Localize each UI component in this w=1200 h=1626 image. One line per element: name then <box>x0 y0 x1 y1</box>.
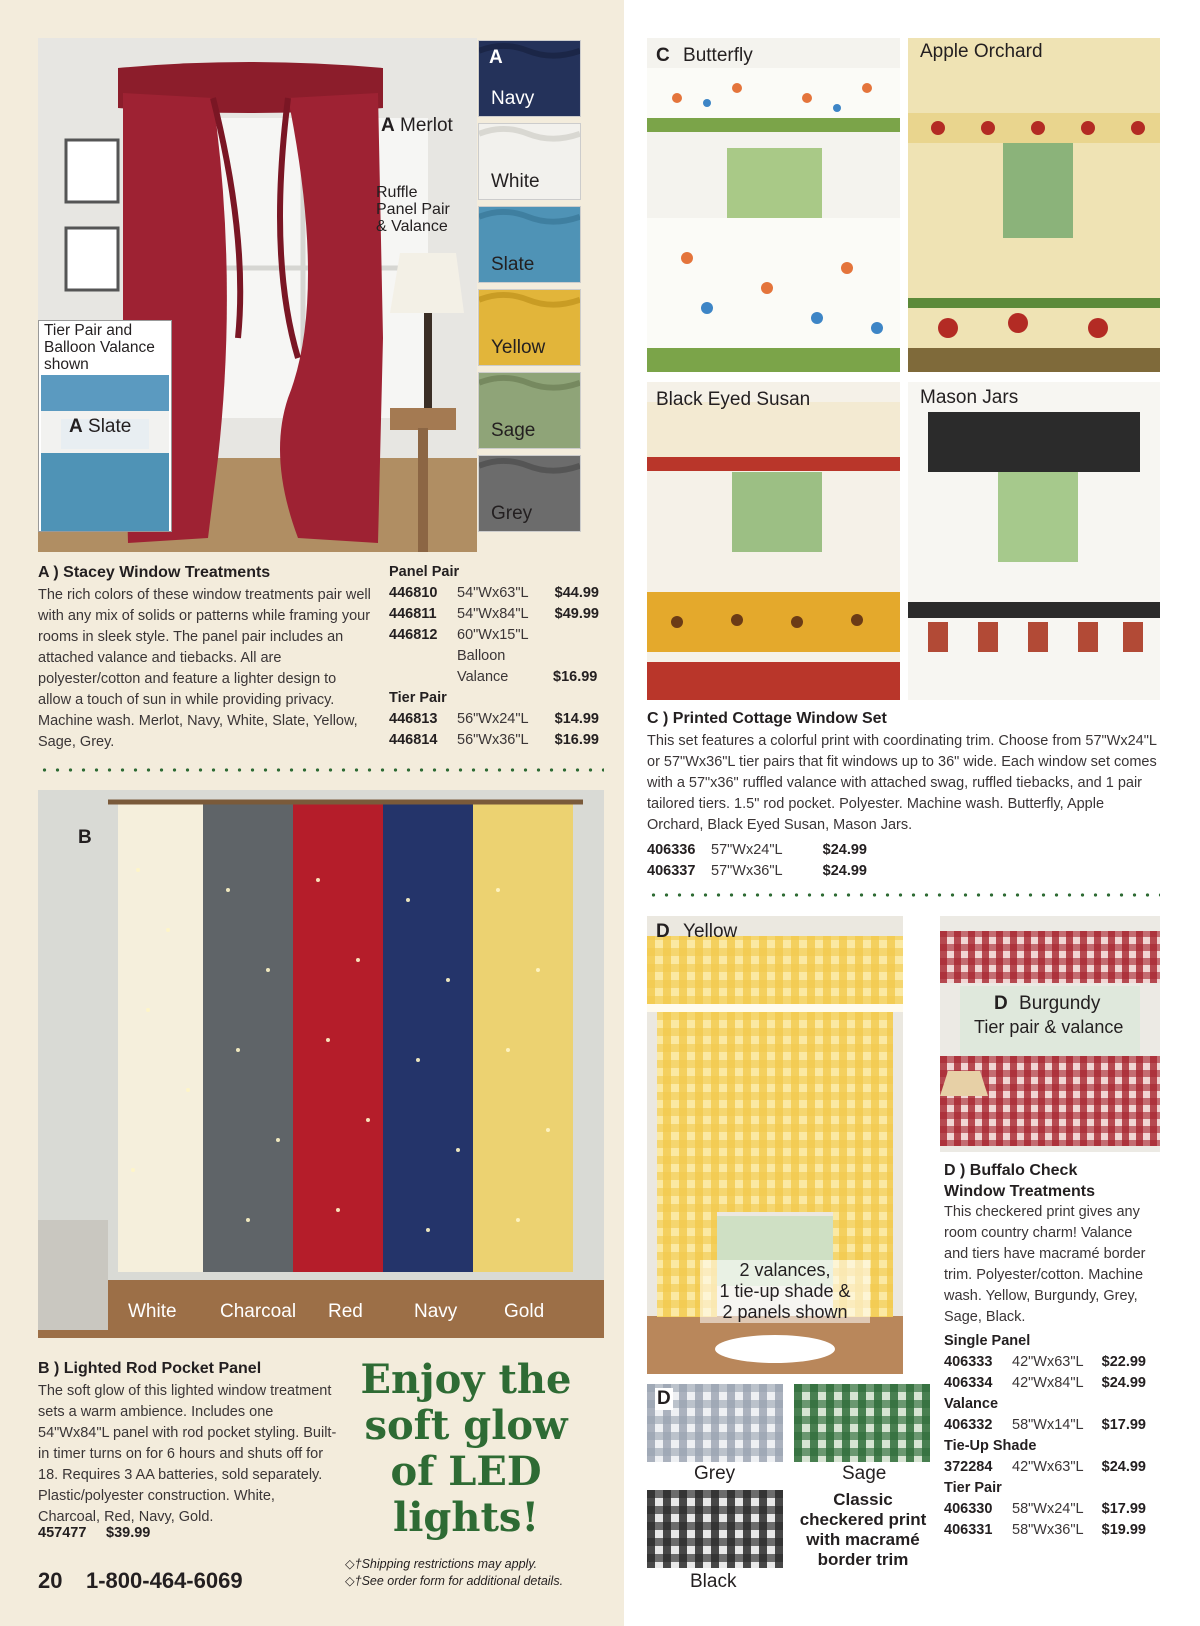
price: $24.99 <box>822 842 867 858</box>
table-row <box>389 604 599 625</box>
product-d-swatch-letter: D <box>657 1388 671 1409</box>
apple-orchard-curtain-image <box>908 38 1160 372</box>
sku: 406337 <box>647 863 696 879</box>
size: 54"Wx84"L <box>457 606 529 622</box>
swatch-label-sage: Sage <box>842 1463 887 1484</box>
product-a-swatch-slate <box>478 206 581 283</box>
product-c-description: This set features a colorful print with coordinating trim. Choose from 57"Wx24"L or 57"Wx36"L tier pairs that fit windows up to 36" wide. Each window set comes with a 57"x36" ruffled valance with attached swag, ruffled tiebacks, and 1 pair tailored tiers. 1.5" rod pocket. Polyester. Machine wash. Butterfly, Apple Orchard, Black Eyed Susan, Mason Jars. <box>647 733 1157 833</box>
product-d-description: This checkered print gives any room country charm! Valance and tiers have macramé border trim. Polyester/cotton. Machine wash. Yellow, Burgundy, Grey, Sage, Black. <box>944 1204 1146 1325</box>
led-callout: Enjoy the soft glow of LED lights! <box>360 1356 572 1541</box>
black-eyed-susan-curtain-image <box>647 382 900 700</box>
size: 60"Wx15"L Balloon Valance <box>457 627 529 685</box>
sku: 372284 <box>944 1459 993 1475</box>
product-b-color-navy: Navy <box>414 1301 458 1322</box>
product-d-main-color: Yellow <box>683 921 738 942</box>
swatch-label-yellow: Yellow <box>491 337 546 358</box>
price: $24.99 <box>822 863 867 879</box>
size: 58"Wx24"L <box>1012 1501 1084 1517</box>
swatch-label-grey: Grey <box>491 503 533 524</box>
product-d-swatch-sage <box>794 1384 930 1462</box>
product-d-side-note: Tier pair & valance <box>974 1017 1124 1037</box>
price: $17.99 <box>1101 1501 1146 1517</box>
product-c-caption-text: Butterfly <box>683 45 753 66</box>
table-row <box>944 1373 1146 1394</box>
product-a-inset-caption: Tier Pair and Balloon Valance shown <box>44 322 155 373</box>
size: 58"Wx14"L <box>1012 1417 1084 1433</box>
table-row <box>647 861 867 882</box>
product-b-price-row <box>38 1525 150 1541</box>
product-b-letter: B <box>78 827 92 848</box>
size: 58"Wx36"L <box>1012 1522 1084 1538</box>
product-a-swatch-sage <box>478 372 581 449</box>
sku: 406332 <box>944 1417 993 1433</box>
product-a-inset-color-name: Slate <box>88 416 132 437</box>
product-b-color-red: Red <box>328 1301 363 1322</box>
product-a-swatch-yellow <box>478 289 581 366</box>
product-a-inset <box>38 320 172 532</box>
lighted-panels-image <box>38 790 604 1338</box>
product-b-color-charcoal: Charcoal <box>220 1301 297 1322</box>
product-d-title: D ) Buffalo Check Window Treatments <box>944 1162 1095 1200</box>
sku: 446811 <box>389 606 437 622</box>
product-a-title: A ) Stacey Window Treatments <box>38 564 271 581</box>
product-d-group-name: Tier Pair <box>944 1480 1002 1496</box>
size: 57"Wx24"L <box>711 842 783 858</box>
product-a-price-table <box>389 562 599 751</box>
product-a-inset-letter: A <box>69 416 83 437</box>
sku: 406330 <box>944 1501 993 1517</box>
product-a-group-name: Panel Pair <box>389 564 460 580</box>
page-number: 20 <box>38 1568 63 1593</box>
swatch-label-grey: Grey <box>694 1463 736 1484</box>
price: $16.99 <box>553 669 598 685</box>
price: $16.99 <box>554 732 599 748</box>
product-a-letter: A <box>381 115 395 136</box>
size: 56"Wx36"L <box>457 732 529 748</box>
size: 42"Wx63"L <box>1012 1459 1084 1475</box>
sku: 406334 <box>944 1375 993 1391</box>
product-c-caption-butterfly <box>656 46 753 67</box>
product-b-color-white: White <box>128 1301 177 1322</box>
table-row <box>944 1352 1146 1373</box>
size: 42"Wx63"L <box>1012 1354 1084 1370</box>
price: $19.99 <box>1101 1522 1146 1538</box>
size: 56"Wx24"L <box>457 711 529 727</box>
product-c-photo-butterfly <box>647 38 900 372</box>
product-d-swatch-callout: Classic checkered print with macramé border trim <box>799 1490 927 1569</box>
sku: 457477 <box>38 1525 87 1541</box>
product-a-swatch-letter: A <box>489 47 503 68</box>
sku: 406336 <box>647 842 696 858</box>
product-d-swatch-black <box>647 1490 783 1568</box>
product-a-inset-color <box>69 417 131 438</box>
product-b-color-gold: Gold <box>504 1301 545 1322</box>
table-row <box>389 583 599 604</box>
mason-jars-curtain-image <box>908 382 1160 700</box>
table-row <box>944 1415 1146 1436</box>
size: 54"Wx63"L <box>457 585 529 601</box>
sku: 406333 <box>944 1354 993 1370</box>
product-c-caption-apple-orchard: Apple Orchard <box>920 41 1043 62</box>
sku: 446814 <box>389 732 438 748</box>
product-c-photo-apple-orchard <box>908 38 1160 372</box>
product-a-swatch-navy <box>478 40 581 117</box>
price: $24.99 <box>1101 1459 1146 1475</box>
sku: 446810 <box>389 585 438 601</box>
product-a-color-name: Merlot <box>400 115 453 136</box>
sage-check-fabric-image <box>794 1384 930 1462</box>
footnote-order-form: ◇†See order form for additional details. <box>345 1574 564 1588</box>
price: $44.99 <box>554 585 599 601</box>
product-c-title: C ) Printed Cottage Window Set <box>647 710 887 727</box>
product-b-title: B ) Lighted Rod Pocket Panel <box>38 1360 262 1377</box>
product-d-main-note: 2 valances, 1 tie-up shade & 2 panels shown <box>700 1260 870 1323</box>
product-d-side-caption <box>994 994 1100 1015</box>
product-b-description: The soft glow of this lighted window treatment sets a warm ambience. Includes one 54"Wx84"L panel with rod pocket styling. Built-in timer turns on for 6 hours and shuts off for 18. Requires 3 AA batteries, sold separately. Plastic/polyester construction. White, Charcoal, Red, Navy, Gold. <box>38 1383 337 1525</box>
price: $14.99 <box>554 711 599 727</box>
black-check-fabric-image <box>647 1490 783 1568</box>
product-d-price-table <box>944 1331 1146 1541</box>
product-d-main-letter: D <box>656 921 670 942</box>
sku: 406331 <box>944 1522 993 1538</box>
slate-tier-image <box>41 375 169 531</box>
table-row <box>944 1499 1146 1520</box>
butterfly-curtain-image <box>647 38 900 372</box>
price: $22.99 <box>1101 1354 1146 1370</box>
swatch-label-black: Black <box>690 1571 737 1592</box>
swatch-label-white: White <box>491 171 540 192</box>
product-d-side-letter: D <box>994 993 1008 1014</box>
price: $49.99 <box>554 606 599 622</box>
product-a-swatch-white <box>478 123 581 200</box>
table-row <box>389 730 599 751</box>
product-d-swatch-grey <box>647 1384 783 1462</box>
product-a-group-name: Tier Pair <box>389 690 447 706</box>
product-c-photo-mason-jars <box>908 382 1160 700</box>
product-c-letter: C <box>656 45 670 66</box>
section-divider <box>647 893 1160 897</box>
product-d-group-name: Valance <box>944 1396 999 1412</box>
table-row <box>389 709 599 730</box>
product-d-group-name: Tie-Up Shade <box>944 1438 1037 1454</box>
product-a-description: The rich colors of these window treatments pair well with any mix of solids or patterns while framing your rooms in sleek style. The panel pair includes an attached valance and tiebacks. All are polyester/cotton and feature a lighter design to allow a touch of sun in while providing privacy. Machine wash. Merlot, Navy, White, Slate, Yellow, Sage, Grey. <box>38 587 371 750</box>
sku: 446812 <box>389 627 438 643</box>
table-row <box>647 840 867 861</box>
swatch-label-navy: Navy <box>491 88 535 109</box>
product-d-main-caption <box>656 922 737 943</box>
product-a-style-caption: Ruffle Panel Pair & Valance <box>376 184 450 235</box>
price: $24.99 <box>1101 1375 1146 1391</box>
price: $39.99 <box>106 1525 151 1541</box>
price: $17.99 <box>1101 1417 1146 1433</box>
product-d-group-name: Single Panel <box>944 1333 1031 1349</box>
table-row <box>944 1457 1146 1478</box>
product-c-caption-mason-jars: Mason Jars <box>920 387 1019 408</box>
product-b-photo <box>38 790 604 1338</box>
footnote-shipping: ◇†Shipping restrictions may apply. <box>345 1557 538 1571</box>
table-row <box>389 625 599 688</box>
size: 42"Wx84"L <box>1012 1375 1084 1391</box>
product-c-photo-black-eyed-susan <box>647 382 900 700</box>
section-divider <box>38 768 604 772</box>
product-c-price-table <box>647 840 867 882</box>
table-row <box>944 1520 1146 1541</box>
size: 57"Wx36"L <box>711 863 783 879</box>
phone-number: 1-800-464-6069 <box>86 1568 243 1593</box>
product-d-side-color: Burgundy <box>1019 993 1101 1014</box>
swatch-label-slate: Slate <box>491 254 535 275</box>
product-a-color-caption <box>381 116 453 137</box>
sku: 446813 <box>389 711 438 727</box>
product-c-caption-black-eyed-susan: Black Eyed Susan <box>656 389 811 410</box>
product-a-swatch-grey <box>478 455 581 532</box>
swatch-label-sage: Sage <box>491 420 536 441</box>
